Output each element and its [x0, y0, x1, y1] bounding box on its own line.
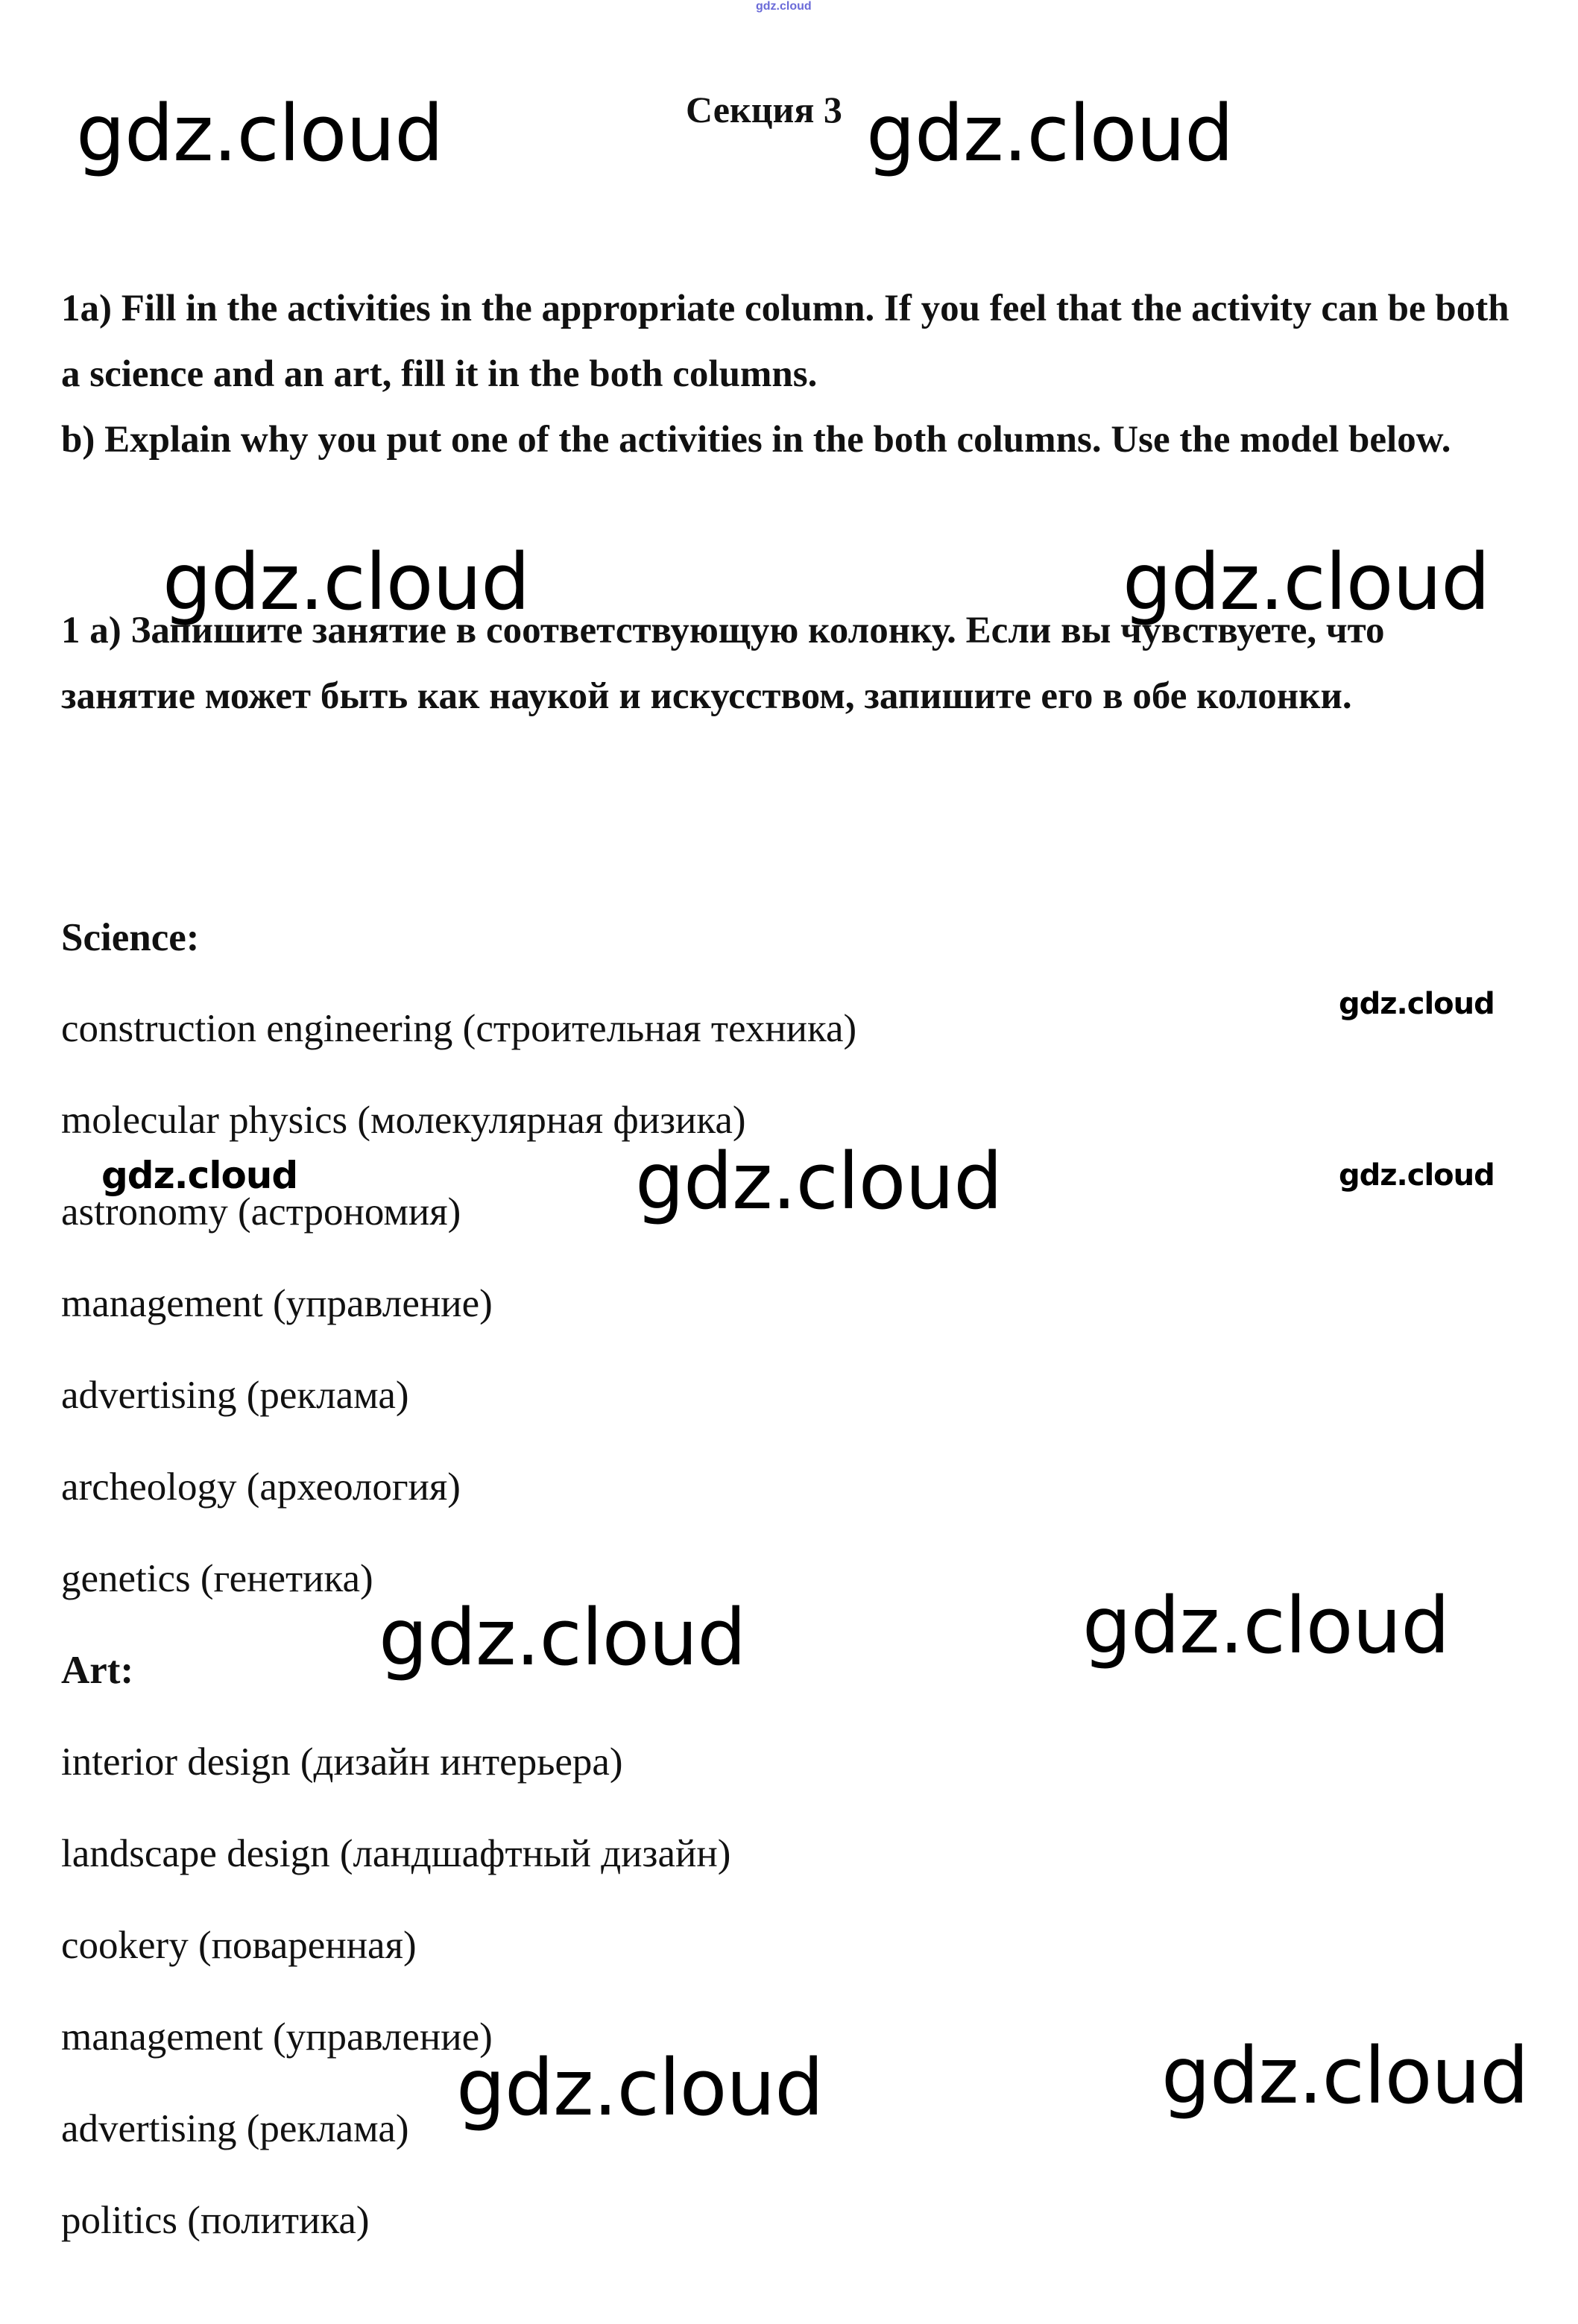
watermark: gdz.cloud — [101, 1154, 298, 1197]
watermark: gdz.cloud — [162, 537, 530, 628]
watermark: gdz.cloud — [1082, 1580, 1450, 1671]
art-item: cookery (поваренная) — [61, 1924, 417, 1967]
watermark: gdz.cloud — [76, 88, 444, 179]
task-english — [61, 276, 1522, 473]
top-watermark: gdz.cloud — [756, 0, 812, 13]
art-item: landscape design (ландшафтный дизайн) — [61, 1832, 731, 1875]
task-english-part-a: 1a) Fill in the activities in the appropriate column. If you feel that the activity can be both a science and an art, fill it in the both columns. — [61, 288, 1509, 395]
science-item: genetics (генетика) — [61, 1557, 373, 1600]
science-item: construction engineering (строительная техника) — [61, 1007, 857, 1050]
watermark: gdz.cloud — [866, 88, 1234, 179]
task-russian: 1 а) Запишите занятие в соответствующую колонку. Если вы чувствуете, что занятие может быть как наукой и искусством, запишите его в обе колонки. — [61, 610, 1385, 717]
watermark: gdz.cloud — [1123, 537, 1490, 628]
science-heading: Science: — [61, 916, 200, 959]
art-item: advertising (реклама) — [61, 2107, 409, 2150]
watermark: gdz.cloud — [379, 1592, 746, 1683]
art-item: management (управление) — [61, 2015, 493, 2059]
watermark: gdz.cloud — [1339, 987, 1495, 1021]
science-item: astronomy (астрономия) — [61, 1190, 461, 1234]
art-heading: Art: — [61, 1649, 134, 1692]
watermark: gdz.cloud — [635, 1136, 1003, 1227]
watermark: gdz.cloud — [456, 2042, 824, 2133]
science-item: archeology (археология) — [61, 1465, 461, 1509]
section-title: Секция 3 — [686, 89, 842, 130]
science-item: molecular physics (молекулярная физика) — [61, 1099, 746, 1142]
science-item: management (управление) — [61, 1282, 493, 1325]
art-item: interior design (дизайн интерьера) — [61, 1740, 623, 1784]
science-item: advertising (реклама) — [61, 1374, 409, 1417]
task-english-part-b: b) Explain why you put one of the activities in the both columns. Use the model below. — [61, 419, 1451, 461]
art-item: politics (политика) — [61, 2199, 370, 2242]
watermark: gdz.cloud — [1161, 2030, 1529, 2121]
watermark: gdz.cloud — [1339, 1158, 1495, 1193]
